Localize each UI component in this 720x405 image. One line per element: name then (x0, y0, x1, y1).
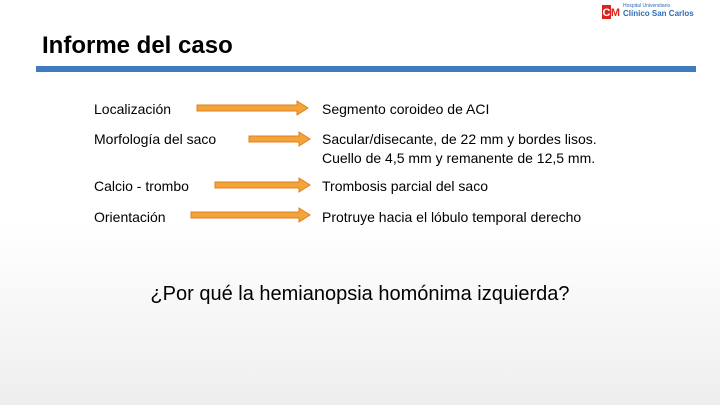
logo-line-1: Hospital Universitario (623, 3, 671, 9)
row-value-line: Trombosis parcial del saco (322, 178, 488, 194)
row-label-localizacion: Localización (94, 101, 172, 117)
arrow-right-icon (196, 100, 310, 116)
row-value-morfologia (322, 130, 597, 168)
svg-text:M: M (610, 7, 620, 19)
slide-title: Informe del caso (42, 32, 233, 59)
question-text: ¿Por qué la hemianopsia homónima izquierda? (150, 283, 570, 305)
svg-text:C: C (602, 7, 611, 19)
arrow-right-icon (248, 131, 312, 147)
arrow-right-icon (214, 177, 312, 193)
hospital-mark-icon (602, 5, 620, 19)
arrow-right-icon (190, 207, 312, 223)
row-value-calcio (322, 177, 488, 196)
row-value-line: Segmento coroideo de ACI (322, 101, 490, 117)
row-value-localizacion (322, 100, 489, 119)
row-value-orientacion (322, 208, 581, 227)
row-value-line: Protruye hacia el lóbulo temporal derecho (322, 209, 582, 225)
row-label-calcio: Calcio - trombo (94, 178, 189, 194)
hospital-logo (602, 4, 714, 22)
row-label-morfologia: Morfología del saco (94, 131, 217, 147)
row-label-orientacion: Orientación (94, 209, 166, 225)
logo-line-2: Clínico San Carlos (623, 9, 694, 18)
row-value-line: Sacular/disecante, de 22 mm y bordes lisos. (322, 131, 597, 147)
title-underline-bar (36, 66, 696, 72)
row-value-line: Cuello de 4,5 mm y remanente de 12,5 mm. (322, 150, 596, 166)
